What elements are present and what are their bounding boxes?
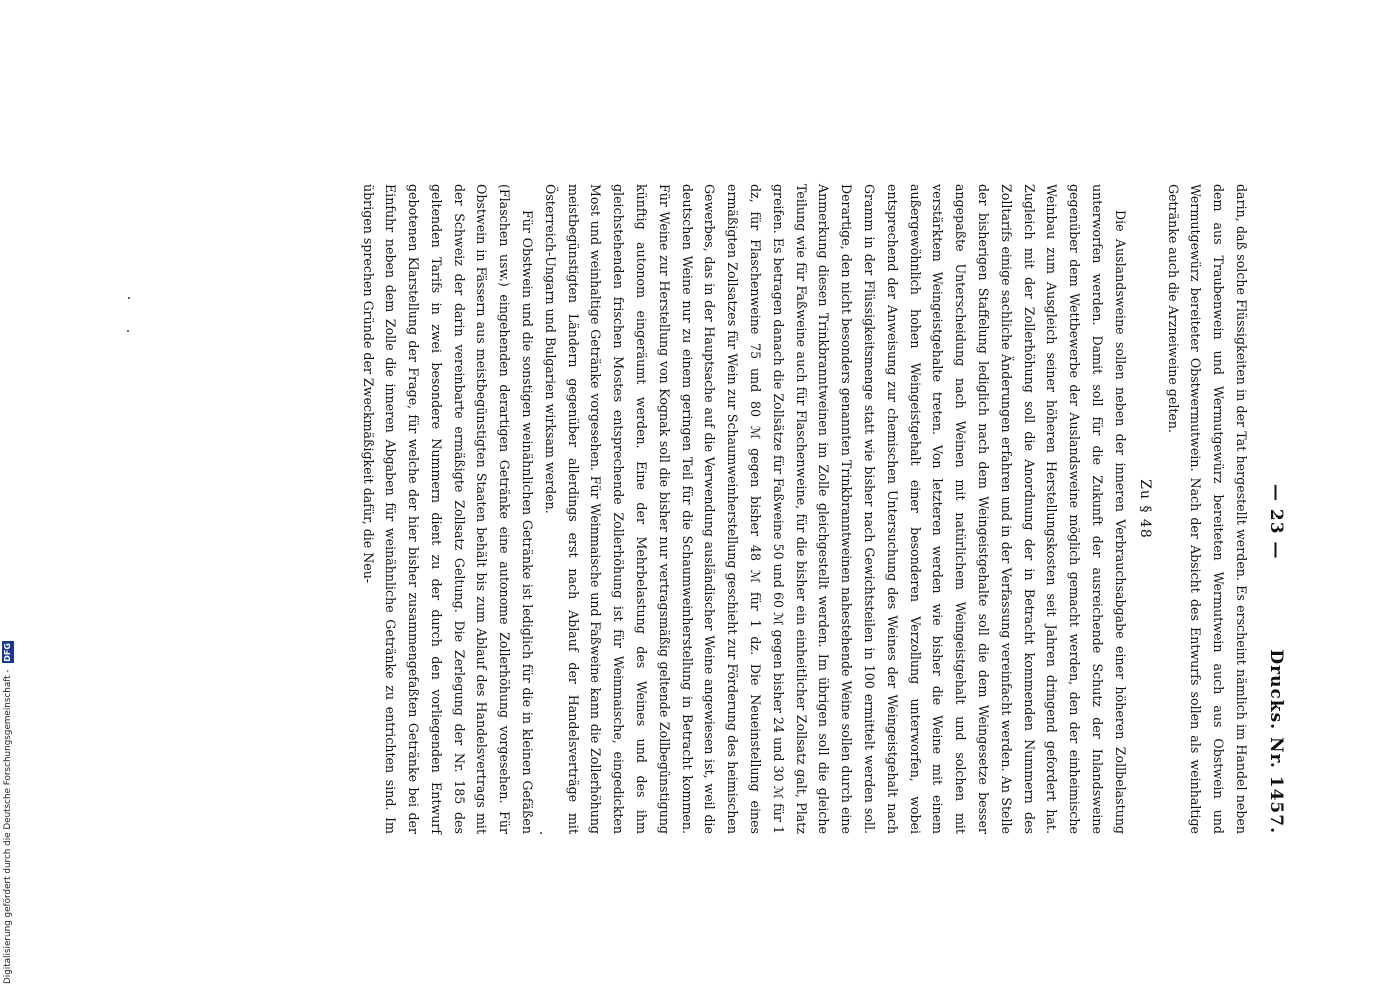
document-reference: Drucks. Nr. 1457. — [1266, 649, 1286, 834]
paragraph-obstwein: Für Obstwein und die sonstigen weinähnlichen Getränke ist lediglich für die in kleinen Gefäßen (Flaschen usw.) eingehenden derartigen Getränke eine autonome Zollerhöhung vorgesehen. Für Obstwein in Fässern aus meistbegünstigten Staaten behält bis zum Ablauf des Handelsvertrags mit der Schweiz der darin vereinbarte ermäßigte Zollsatz Geltung. Die Zerlegung der Nr. 185 des geltenden Tarifs in zwei besondere Nummern dient zu der durch den vorliegenden Entwurf gebotenen Klarstellung der Frage, für welche der hier bisher zusammengefaßten Getränke bei der Einfuhr neben dem Zolle die inneren Abgaben für weinähnliche Getränke zu entrichten sind. Im übrigen sprechen Gründe der Zweckmäßigkeit dafür, die Neu- — [360, 184, 536, 834]
dfg-logo: DFG — [2, 643, 12, 662]
digitization-credit — [0, 0, 16, 1000]
section-heading: Zu § 48 — [1136, 479, 1153, 539]
scan-speck — [128, 297, 130, 299]
paragraph-continuation: darin, daß solche Flüssigkeiten in der Tat hergestellt werden. Es erscheint nämlich im Handel neben dem aus Traubenwein und Wermutgewürz bereiteten Wermutwein auch aus Obstwein und Wermutgewürz bereiteter Obstwermutwein. Nach der Absicht des Entwurfs sollen als weinhaltige Getränke auch die Arzneiweine gelten. — [1165, 184, 1249, 834]
rotated-document-page — [158, 184, 1288, 834]
page-header — [1252, 184, 1288, 834]
scan-speck — [540, 832, 542, 834]
paragraph-auslandsweine: Die Auslandsweine sollen neben der inneren Verbrauchsabgabe einer höheren Zollbelastung unterworfen werden. Damit soll für die Zukunft der ausreichende Schutz der Inlandsweine gegenüber dem Wettbewerbe der Auslandsweine möglich gemacht werden, den der einheimische Weinbau zum Ausgleich seiner höheren Herstellungskosten seit Jahren dringend gefordert hat. Zugleich mit der Zollerhöhung soll die Anordnung der in Betracht kommenden Nummern des Zolltarifs einige sachliche Änderungen erfahren und in der Verfassung vereinfacht werden. An Stelle der bisherigen Staffelung lediglich nach dem Weingeistgehalte soll die dem Weingesetze besser angepaßte Unterscheidung nach Weinen mit natürlichem Weingeistgehalt und solchen mit verstärktem Weingeistgehalte treten. Von letzteren werden wie bisher die Weine mit einem außergewöhnlich hohen Weingeistgehalt einer besonderen Verzollung unterworfen, wobei entsprechend der Anweisung zur chemischen Untersuchung des Weines der Weingeistgehalt nach Gramm in der Flüssigkeitsmenge statt wie bisher nach Gewichtsteilen in 100 ermittelt werden soll. Derartige, den nicht besonders genannten Trinkbranntweinen nahestehende Weine sollen durch eine Anmerkung diesen Trinkbranntweinen im Zolle gleichgestellt werden. Im übrigen soll die gleiche Teilung wie für Faßweine auch für Flaschenweine, für die bisher ein einheitlicher Zollsatz galt, Platz greifen. Es betragen danach die Zollsätze für Faßweine 50 und 60 ℳ gegen bisher 24 und 30 ℳ für 1 dz, für Flaschenweine 75 und 80 ℳ gegen bisher 48 ℳ für 1 dz. Die Neueinstellung eines ermäßigten Zollsatzes für Wein zur Schaumweinherstellung geschieht zur Förderung des heimischen Gewerbes, das in der Hauptsache auf die Verwendung ausländischer Weine angewiesen ist, weil die deutschen Weine nur zu einem geringen Teil für die Schaumweinherstellung in Betracht kommen. Für Weine zur Herstellung von Kognak soll die bisher nur vertragsmäßig geltende Zollbegünstigung künftig autonom eingeräumt werden. Eine der Mehrbelastung des Weines und des ihm gleichstehenden frischen Mostes entsprechende Zollerhöhung ist für Weinmaische, eingedickten Most und weinhaltige Getränke vorgesehen. Für Weinmaische und Faßweine kann die Zollerhöhung meistbegünstigten Ländern gegenüber allerdings erst nach Ablauf der Handelsverträge mit Österreich-Ungarn und Bulgarien wirksam werden. — [542, 184, 1128, 834]
page-number: — 23 — — [1266, 484, 1286, 560]
credit-text: Digitalisierung gefördert durch die Deutsche Forschungsgemeinschaft - — [3, 669, 13, 984]
scan-speck — [127, 330, 129, 332]
